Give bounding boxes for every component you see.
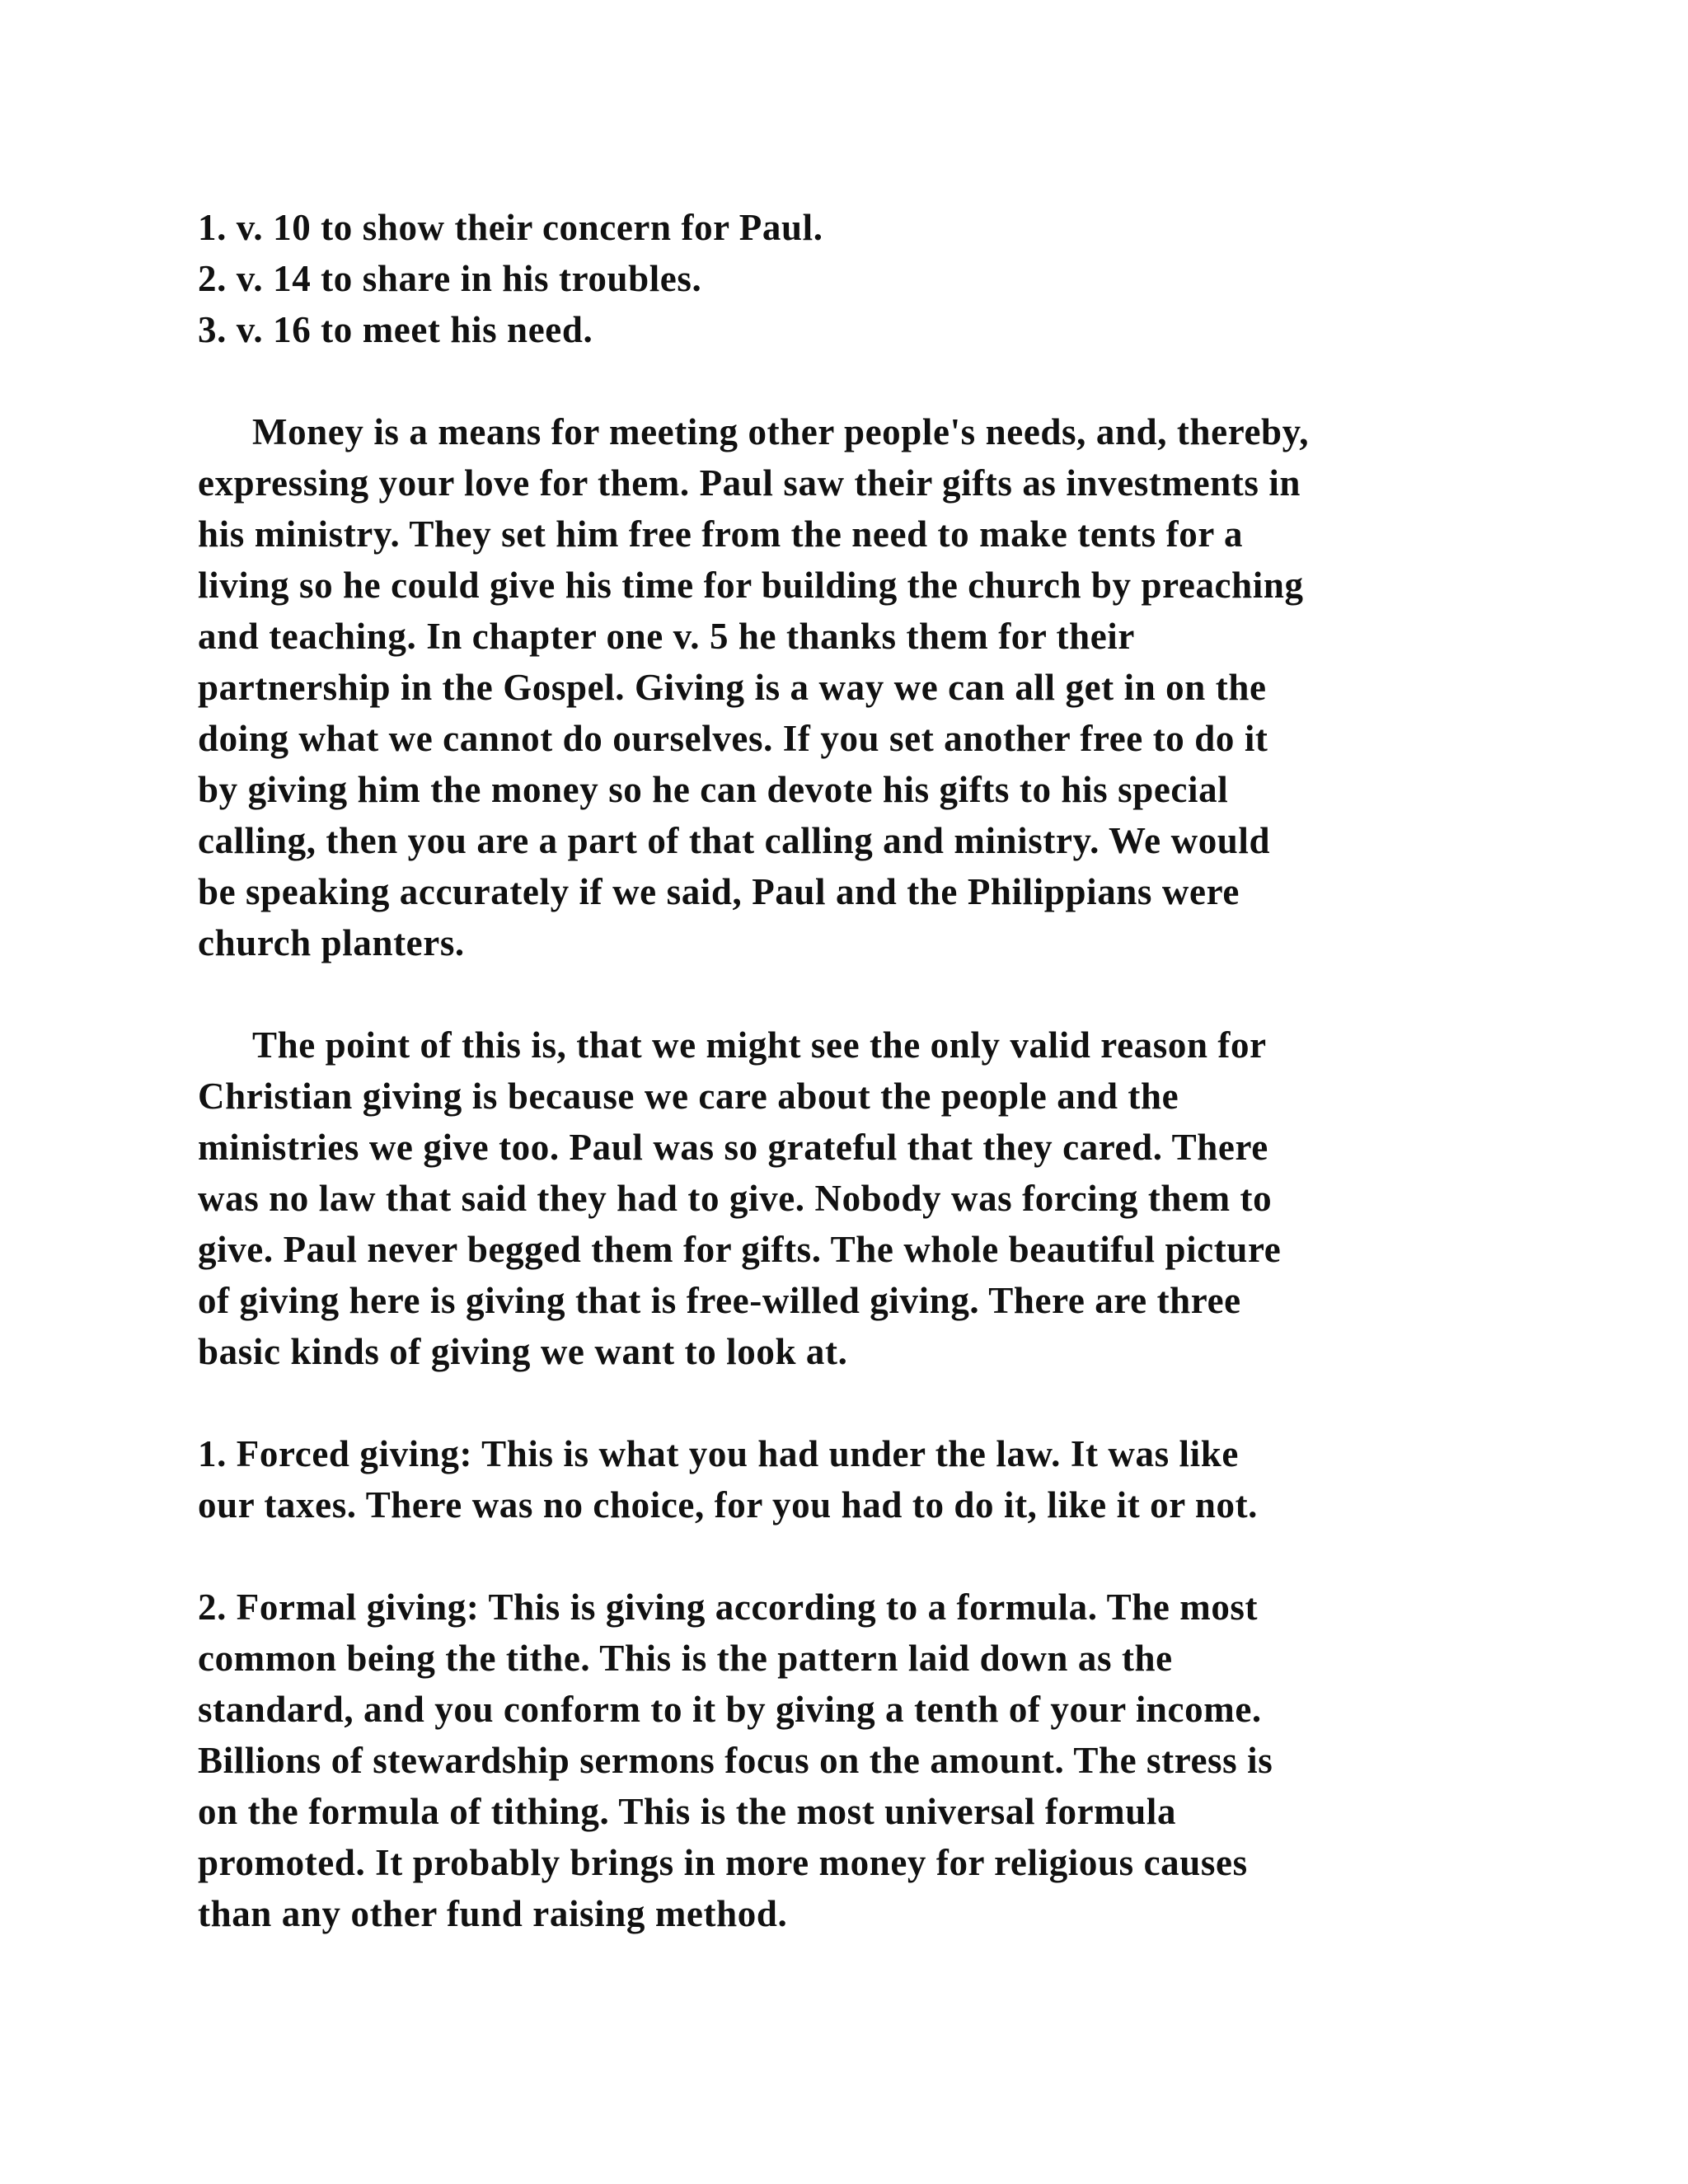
paragraph-line: Billions of stewardship sermons focus on the amount. The stress is bbox=[198, 1740, 1273, 1781]
paragraph-line: Money is a means for meeting other people's needs, and, thereby, bbox=[252, 411, 1310, 452]
paragraph-line: Christian giving is because we care about the people and the bbox=[198, 1076, 1179, 1117]
paragraph-line: give. Paul never begged them for gifts. The whole beautiful picture bbox=[198, 1229, 1282, 1270]
paragraph-line: promoted. It probably brings in more money for religious causes bbox=[198, 1842, 1248, 1883]
paragraph-line: and teaching. In chapter one v. 5 he thanks them for their bbox=[198, 616, 1135, 657]
paragraph-point-of-this bbox=[198, 1019, 1533, 1377]
verse-list bbox=[198, 202, 1533, 355]
paragraph-line: of giving here is giving that is free-willed giving. There are three bbox=[198, 1280, 1241, 1321]
paragraph-line: common being the tithe. This is the pattern laid down as the bbox=[198, 1638, 1173, 1679]
paragraph-line: living so he could give his time for building the church by preaching bbox=[198, 565, 1304, 606]
paragraph-line: by giving him the money so he can devote his gifts to his special bbox=[198, 769, 1229, 810]
paragraph-line: 2. Formal giving: This is giving according to a formula. The most bbox=[198, 1586, 1259, 1628]
paragraph-spacer bbox=[198, 1377, 1533, 1428]
point-formal-giving bbox=[198, 1582, 1533, 1939]
paragraph-money-means bbox=[198, 406, 1533, 968]
paragraph-line: The point of this is, that we might see the only valid reason for bbox=[252, 1024, 1267, 1066]
paragraph-line: standard, and you conform to it by giving a tenth of your income. bbox=[198, 1689, 1262, 1730]
paragraph-line: partnership in the Gospel. Giving is a way we can all get in on the bbox=[198, 667, 1267, 708]
paragraph-line: his ministry. They set him free from the need to make tents for a bbox=[198, 513, 1244, 555]
verse-item: 3. v. 16 to meet his need. bbox=[198, 309, 593, 350]
point-forced-giving bbox=[198, 1428, 1533, 1530]
paragraph-spacer bbox=[198, 1530, 1533, 1582]
paragraph-line: on the formula of tithing. This is the most universal formula bbox=[198, 1791, 1177, 1832]
paragraph-spacer bbox=[198, 968, 1533, 1019]
paragraph-line: 1. Forced giving: This is what you had under the law. It was like bbox=[198, 1433, 1239, 1474]
paragraph-line: be speaking accurately if we said, Paul and the Philippians were bbox=[198, 871, 1240, 912]
paragraph-line: basic kinds of giving we want to look at. bbox=[198, 1331, 848, 1372]
paragraph-line: our taxes. There was no choice, for you had to do it, like it or not. bbox=[198, 1484, 1259, 1526]
paragraph-line: was no law that said they had to give. Nobody was forcing them to bbox=[198, 1178, 1273, 1219]
paragraph-line: church planters. bbox=[198, 922, 465, 963]
paragraph-line: than any other fund raising method. bbox=[198, 1893, 788, 1934]
document-page bbox=[198, 202, 1533, 1939]
verse-item: 2. v. 14 to share in his troubles. bbox=[198, 258, 702, 299]
paragraph-spacer bbox=[198, 355, 1533, 406]
paragraph-line: calling, then you are a part of that calling and ministry. We would bbox=[198, 820, 1271, 861]
paragraph-line: expressing your love for them. Paul saw their gifts as investments in bbox=[198, 462, 1301, 504]
verse-item: 1. v. 10 to show their concern for Paul. bbox=[198, 207, 823, 248]
paragraph-line: doing what we cannot do ourselves. If you set another free to do it bbox=[198, 718, 1268, 759]
paragraph-line: ministries we give too. Paul was so grateful that they cared. There bbox=[198, 1127, 1268, 1168]
